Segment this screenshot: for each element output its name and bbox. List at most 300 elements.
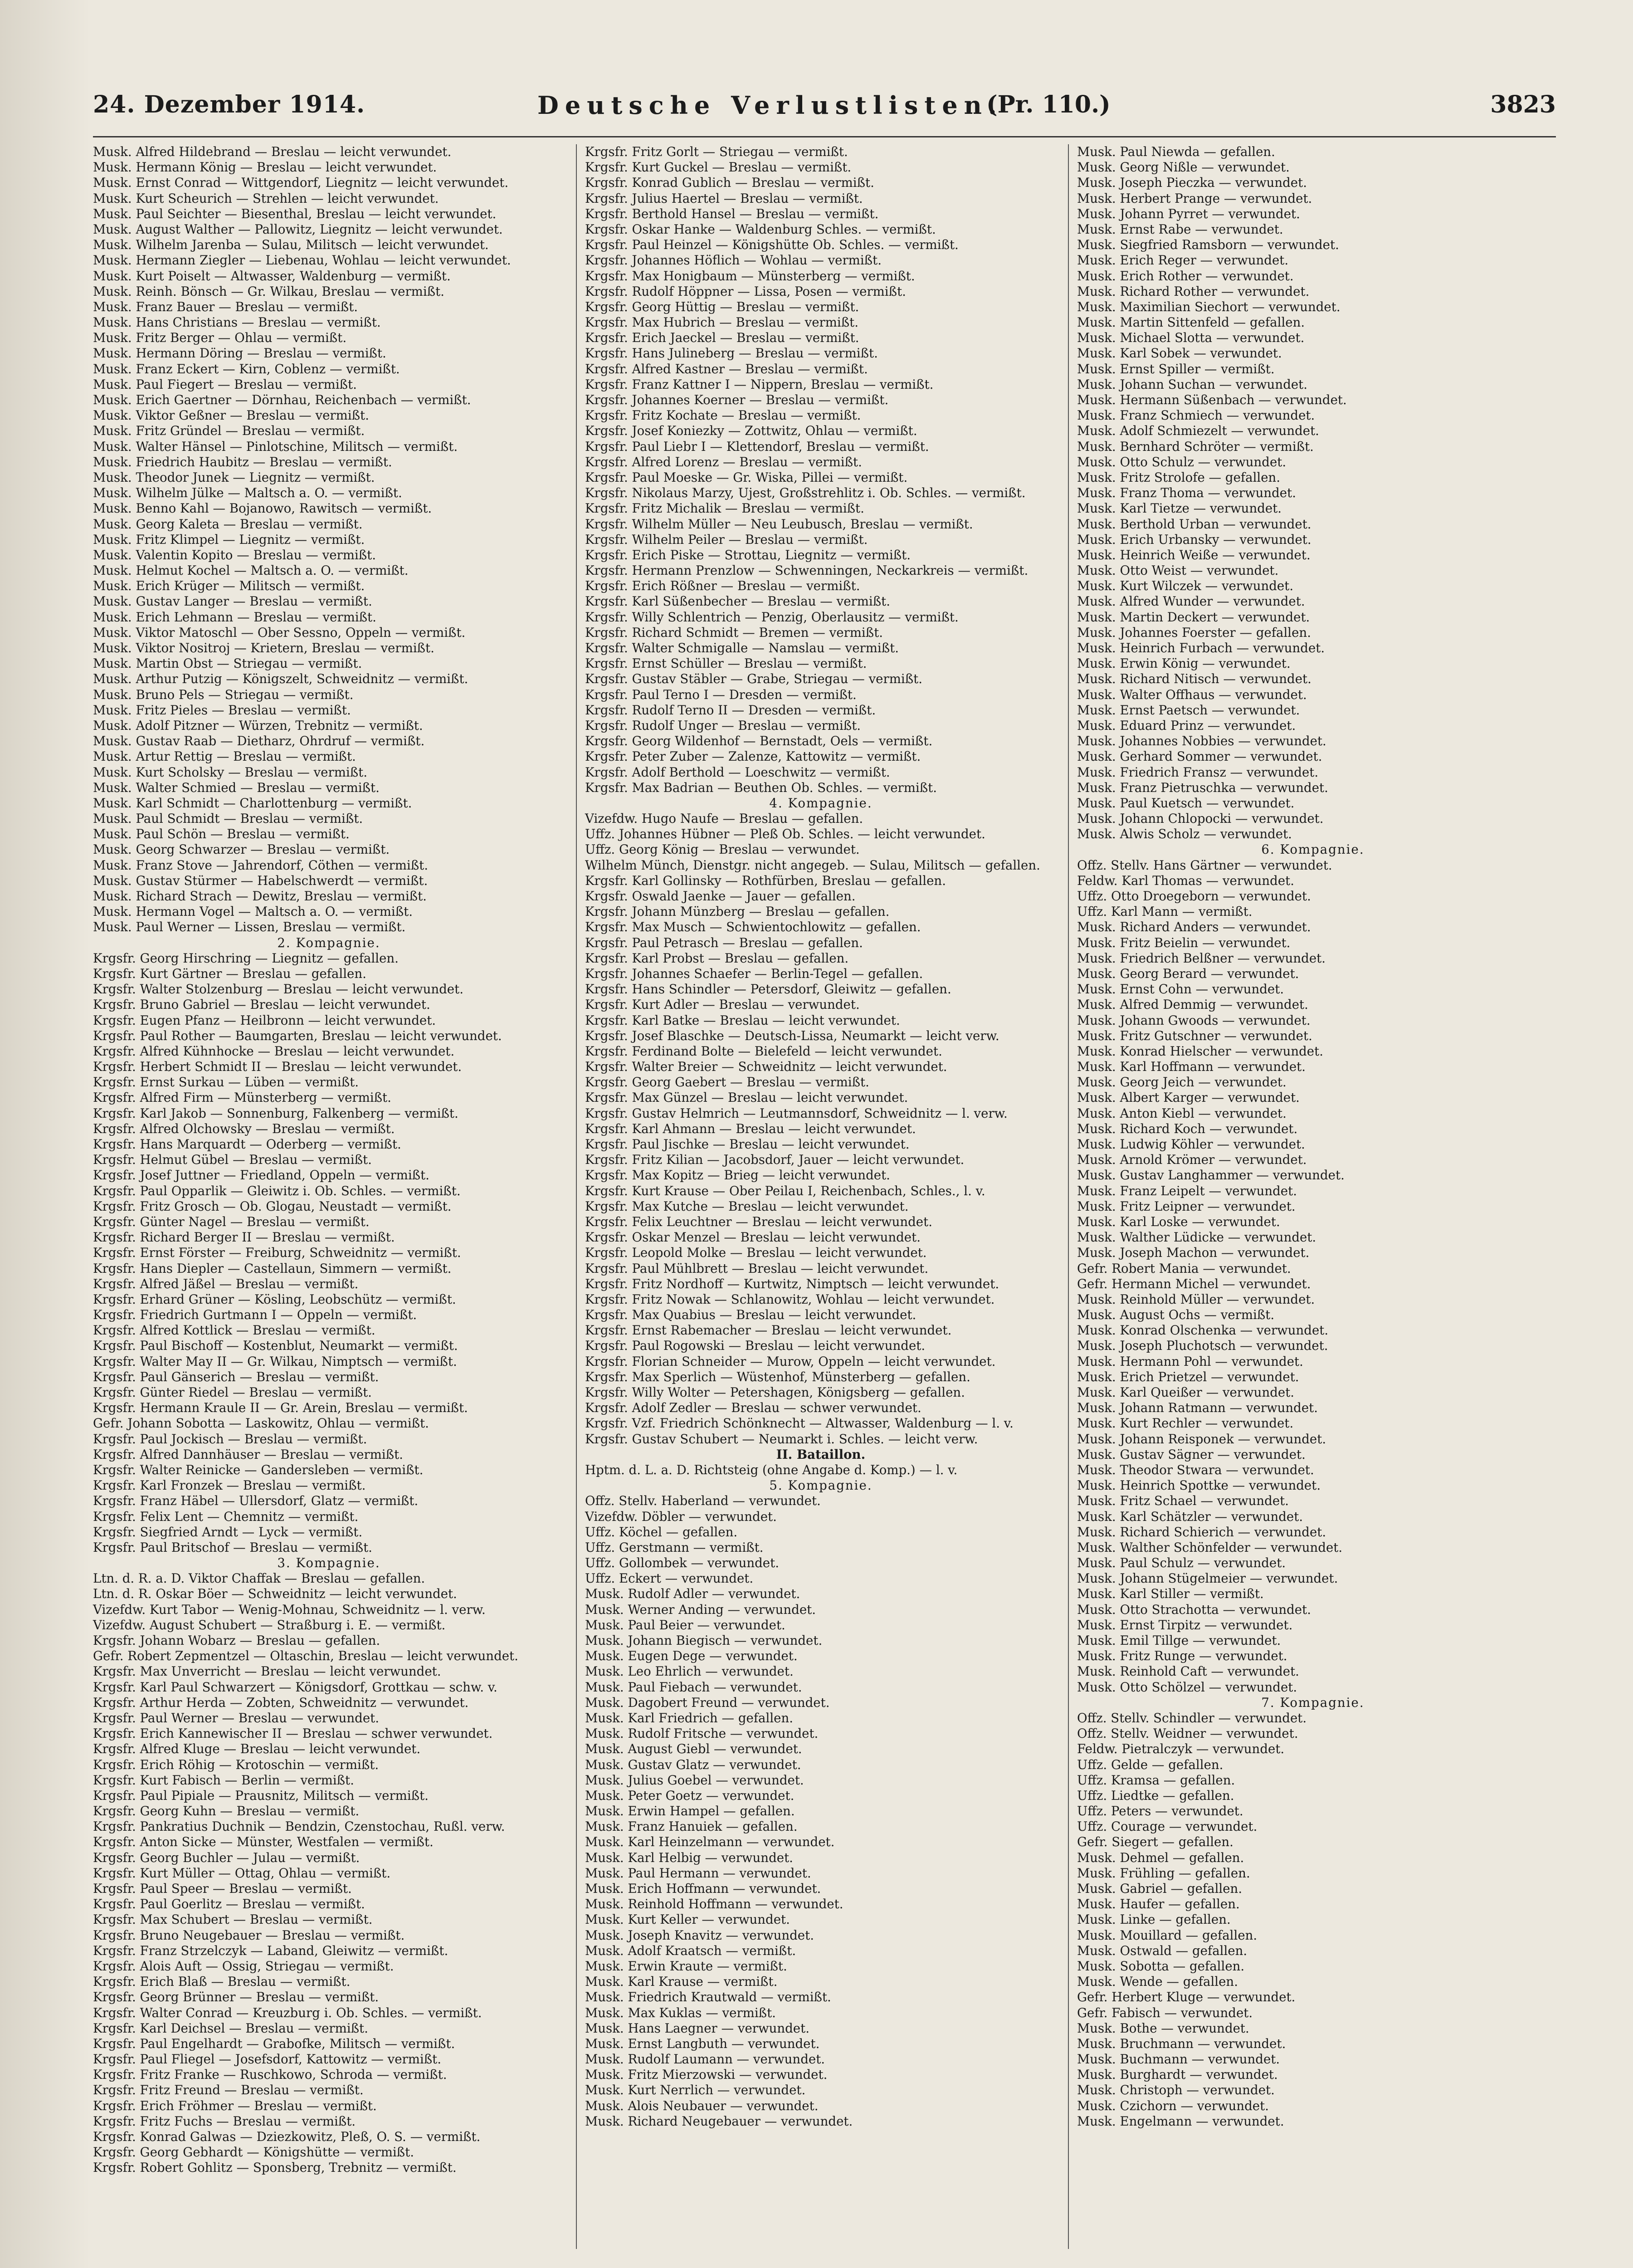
casualty-entry: Musk. Ernst Rabe — verwundet. — [1077, 221, 1283, 237]
casualty-entry: Musk. Gustav Glatz — verwundet. — [585, 1757, 801, 1772]
casualty-entry: Musk. Hermann Pohl — verwundet. — [1077, 1354, 1303, 1369]
casualty-entry: Krgsfr. Georg Brünner — Breslau — vermißt. — [93, 1989, 379, 2005]
casualty-entry: Uffz. Peters — verwundet. — [1077, 1804, 1243, 1819]
casualty-entry: Musk. Gustav Stürmer — Habelschwerdt — vermißt. — [93, 873, 428, 888]
casualty-entry: Musk. Richard Schierich — verwundet. — [1077, 1524, 1326, 1540]
casualty-entry: Krgsfr. Georg Hüttig — Breslau — vermißt. — [585, 299, 859, 314]
casualty-entry: Musk. Erich Gaertner — Dörnhau, Reichenbach — vermißt. — [93, 392, 471, 407]
casualty-entry: Krgsfr. Hans Diepler — Castellaun, Simmern — vermißt. — [93, 1261, 452, 1276]
casualty-entry: Krgsfr. Konrad Gublich — Breslau — vermißt. — [585, 175, 874, 191]
casualty-entry: Musk. Richard Anders — verwundet. — [1077, 919, 1311, 935]
casualty-entry: Gefr. Robert Zepmentzel — Oltaschin, Breslau — leicht verwundet. — [93, 1648, 518, 1664]
casualty-entry: Krgsfr. Karl Gollinsky — Rothfürben, Breslau — gefallen. — [585, 873, 946, 888]
casualty-entry: Musk. August Giebl — verwundet. — [585, 1741, 802, 1757]
casualty-entry: Krgsfr. Erich Röhig — Krotoschin — vermißt. — [93, 1757, 379, 1772]
casualty-entry: Krgsfr. Paul Rother — Baumgarten, Breslau — leicht verwundet. — [93, 1028, 502, 1043]
casualty-entry: Krgsfr. Paul Petrasch — Breslau — gefallen. — [585, 935, 863, 950]
casualty-entry: Musk. Georg Jeich — verwundet. — [1077, 1075, 1287, 1090]
casualty-entry: Musk. Konrad Olschenka — verwundet. — [1077, 1323, 1329, 1338]
casualty-entry: Musk. Artur Rettig — Breslau — vermißt. — [93, 749, 356, 764]
casualty-entry: Krgsfr. Fritz Freund — Breslau — vermißt. — [93, 2082, 364, 2098]
casualty-entry: Musk. Kurt Poiselt — Altwasser, Waldenburg — vermißt. — [93, 268, 451, 284]
casualty-entry: Krgsfr. Karl Probst — Breslau — gefallen. — [585, 950, 849, 966]
casualty-entry: Musk. Richard Rother — verwundet. — [1077, 284, 1310, 299]
casualty-entry: Musk. Wende — gefallen. — [1077, 1974, 1238, 1989]
casualty-entry: Krgsfr. Alfred Lorenz — Breslau — vermißt. — [585, 454, 862, 469]
casualty-entry: Krgsfr. Fritz Michalik — Breslau — vermißt. — [585, 501, 864, 516]
casualty-entry: Musk. Fritz Strolofe — gefallen. — [1077, 469, 1281, 485]
casualty-entry: Uffz. Johannes Hübner — Pleß Ob. Schles. — leicht verwundet. — [585, 826, 985, 842]
casualty-entry: Musk. Rudolf Adler — verwundet. — [585, 1586, 800, 1602]
casualty-entry: Offz. Stellv. Weidner — verwundet. — [1077, 1726, 1298, 1741]
casualty-entry: Krgsfr. Alfred Jäßel — Breslau — vermißt. — [93, 1276, 359, 1291]
casualty-entry: Uffz. Gelde — gefallen. — [1077, 1757, 1224, 1772]
header-rule — [93, 136, 1556, 137]
casualty-entry: Krgsfr. Ferdinand Bolte — Bielefeld — leicht verwundet. — [585, 1043, 942, 1059]
casualty-entry: Musk. Burghardt — verwundet. — [1077, 2067, 1278, 2082]
casualty-entry: Musk. Paul Seichter — Biesenthal, Breslau — leicht verwundet. — [93, 206, 497, 221]
casualty-entry: Krgsfr. Alois Auft — Ossig, Striegau — vermißt. — [93, 1958, 394, 1974]
casualty-entry: Uffz. Eckert — verwundet. — [585, 1571, 754, 1586]
casualty-entry: Musk. Franz Thoma — verwundet. — [1077, 485, 1296, 501]
casualty-entry: Krgsfr. Nikolaus Marzy, Ujest, Großstrehlitz i. Ob. Schles. — vermißt. — [585, 485, 1026, 501]
casualty-entry: Musk. Otto Schölzel — verwundet. — [1077, 1679, 1297, 1695]
casualty-entry: Offz. Stellv. Haberland — verwundet. — [585, 1493, 821, 1509]
casualty-entry: Musk. Wilhelm Jülke — Maltsch a. O. — vermißt. — [93, 485, 402, 501]
casualty-entry: Musk. Johann Suchan — verwundet. — [1077, 376, 1308, 392]
casualty-entry: Musk. Hans Christians — Breslau — vermißt. — [93, 315, 381, 330]
section-heading: 4. Kompagnie. — [769, 795, 873, 811]
casualty-entry: Krgsfr. Paul Mühlbrett — Breslau — leicht verwundet. — [585, 1261, 929, 1276]
casualty-entry: Krgsfr. Walter Conrad — Kreuzburg i. Ob. Schles. — vermißt. — [93, 2005, 482, 2020]
casualty-entry: Musk. Michael Slotta — verwundet. — [1077, 330, 1305, 346]
casualty-entry: Musk. Gustav Langer — Breslau — vermißt. — [93, 594, 372, 609]
casualty-entry: Krgsfr. Josef Koniezky — Zottwitz, Ohlau — vermißt. — [585, 423, 917, 439]
casualty-entry: Musk. Franz Eckert — Kirn, Coblenz — vermißt. — [93, 361, 400, 376]
casualty-entry: Musk. Haufer — gefallen. — [1077, 1897, 1240, 1912]
casualty-entry: Musk. Joseph Machon — verwundet. — [1077, 1245, 1310, 1261]
casualty-entry: Krgsfr. Fritz Kochate — Breslau — vermißt. — [585, 408, 861, 423]
casualty-entry: Musk. Joseph Pluchotsch — verwundet. — [1077, 1338, 1328, 1354]
casualty-entry: Krgsfr. Johannes Schaefer — Berlin-Tegel — gefallen. — [585, 966, 923, 981]
casualty-entry: Krgsfr. Erich Piske — Strottau, Liegnitz — vermißt. — [585, 547, 911, 562]
casualty-entry: Musk. Georg Schwarzer — Breslau — vermißt. — [93, 842, 390, 857]
casualty-entry: Musk. Walter Schmied — Breslau — vermißt. — [93, 780, 380, 795]
casualty-entry: Krgsfr. Max Unverricht — Breslau — leicht verwundet. — [93, 1664, 441, 1679]
casualty-entry: Musk. Gustav Raab — Dietharz, Ohrdruf — vermißt. — [93, 733, 425, 749]
casualty-entry: Uffz. Kramsa — gefallen. — [1077, 1772, 1235, 1788]
casualty-entry: Musk. August Walther — Pallowitz, Liegnitz — leicht verwundet. — [93, 221, 503, 237]
casualty-entry: Krgsfr. Johannes Koerner — Breslau — vermißt. — [585, 392, 889, 407]
casualty-entry: Musk. Karl Sobek — verwundet. — [1077, 346, 1282, 361]
casualty-entry: Musk. Ludwig Köhler — verwundet. — [1077, 1137, 1305, 1152]
casualty-entry: Vizefdw. Döbler — verwundet. — [585, 1509, 777, 1524]
casualty-entry: Musk. Werner Anding — verwundet. — [585, 1602, 816, 1617]
casualty-entry: Musk. Martin Deckert — verwundet. — [1077, 609, 1310, 625]
casualty-entry: Musk. Hermann Döring — Breslau — vermißt. — [93, 346, 386, 361]
casualty-entry: Krgsfr. Max Kutche — Breslau — leicht verwundet. — [585, 1198, 909, 1214]
header-page-number: 3823 — [1490, 91, 1556, 118]
header-title: Deutsche Verlustlisten. — [537, 91, 1003, 120]
casualty-entry: Krgsfr. Julius Haertel — Breslau — vermißt. — [585, 191, 863, 206]
casualty-entry: Musk. Friedrich Fransz — verwundet. — [1077, 764, 1319, 780]
casualty-entry: Krgsfr. Wilhelm Peiler — Breslau — vermißt. — [585, 532, 868, 547]
casualty-entry: Musk. Otto Strachotta — verwundet. — [1077, 1602, 1311, 1617]
casualty-entry: Ltn. d. R. Oskar Böer — Schweidnitz — leicht verwundet. — [93, 1586, 457, 1602]
casualty-entry: Musk. Benno Kahl — Bojanowo, Rawitsch — vermißt. — [93, 501, 432, 516]
casualty-entry: Krgsfr. Franz Strzelczyk — Laband, Gleiwitz — vermißt. — [93, 1943, 448, 1958]
casualty-entry: Musk. Helmut Kochel — Maltsch a. O. — vermißt. — [93, 563, 409, 578]
casualty-entry: Krgsfr. Karl Deichsel — Breslau — vermißt. — [93, 2020, 368, 2036]
casualty-entry: Musk. Walter Offhaus — verwundet. — [1077, 687, 1307, 702]
casualty-entry: Musk. Paul Kuetsch — verwundet. — [1077, 795, 1295, 811]
casualty-entry: Krgsfr. Walter Breier — Schweidnitz — leicht verwundet. — [585, 1059, 947, 1075]
casualty-entry: Musk. Hans Laegner — verwundet. — [585, 2020, 809, 2036]
casualty-entry: Musk. Friedrich Belßner — verwundet. — [1077, 950, 1326, 966]
casualty-entry: Krgsfr. Walter Reinicke — Gandersleben — vermißt. — [93, 1462, 424, 1477]
casualty-entry: Musk. Karl Helbig — verwundet. — [585, 1850, 793, 1865]
casualty-entry: Wilhelm Münch, Dienstgr. nicht angegeb. — Sulau, Militsch — gefallen. — [585, 857, 1040, 873]
casualty-entry: Krgsfr. Herbert Schmidt II — Breslau — leicht verwundet. — [93, 1059, 462, 1075]
casualty-entry: Krgsfr. Paul Jischke — Breslau — leicht verwundet. — [585, 1137, 910, 1152]
casualty-entry: Musk. Fritz Berger — Ohlau — vermißt. — [93, 330, 347, 346]
casualty-entry: Musk. Adolf Kraatsch — vermißt. — [585, 1943, 796, 1958]
casualty-entry: Krgsfr. Karl Paul Schwarzert — Königsdorf, Grottkau — schw. v. — [93, 1679, 497, 1695]
casualty-entry: Krgsfr. Paul Werner — Breslau — verwundet. — [93, 1710, 380, 1725]
casualty-entry: Musk. Sobotta — gefallen. — [1077, 1958, 1245, 1974]
casualty-entry: Musk. Anton Kiebl — verwundet. — [1077, 1105, 1287, 1121]
casualty-entry: Musk. Johann Chlopocki — verwundet. — [1077, 811, 1324, 826]
casualty-entry: Musk. Paul Fiegert — Breslau — vermißt. — [93, 376, 357, 392]
casualty-entry: Musk. Ostwald — gefallen. — [1077, 1943, 1248, 1958]
casualty-entry: Krgsfr. Felix Lent — Chemnitz — vermißt. — [93, 1509, 359, 1524]
casualty-entry: Musk. Arnold Krömer — verwundet. — [1077, 1152, 1307, 1168]
casualty-entry: Krgsfr. Paul Pipiale — Prausnitz, Militsch — vermißt. — [93, 1788, 429, 1803]
casualty-entry: Gefr. Robert Mania — verwundet. — [1077, 1261, 1291, 1276]
column-2 — [585, 144, 1057, 2129]
casualty-entry: Musk. Albert Karger — verwundet. — [1077, 1090, 1300, 1105]
casualty-entry: Krgsfr. Walter Stolzenburg — Breslau — leicht verwundet. — [93, 982, 463, 997]
casualty-entry: Krgsfr. Franz Kattner I — Nippern, Breslau — vermißt. — [585, 376, 934, 392]
casualty-entry: Krgsfr. Adolf Berthold — Loeschwitz — vermißt. — [585, 764, 890, 780]
casualty-entry: Krgsfr. Florian Schneider — Murow, Oppeln — leicht verwundet. — [585, 1354, 996, 1369]
casualty-entry: Krgsfr. Fritz Grosch — Ob. Glogau, Neustadt — vermißt. — [93, 1198, 452, 1214]
section-heading: 7. Kompagnie. — [1261, 1695, 1365, 1710]
casualty-entry: Krgsfr. Max Kopitz — Brieg — leicht verwundet. — [585, 1168, 890, 1183]
casualty-entry: Krgsfr. Bruno Gabriel — Breslau — leicht verwundet. — [93, 997, 430, 1012]
casualty-entry: Musk. Kurt Rechler — verwundet. — [1077, 1416, 1294, 1431]
casualty-entry: Krgsfr. Georg Gebhardt — Königshütte — vermißt. — [93, 2145, 414, 2160]
casualty-entry: Musk. Frühling — gefallen. — [1077, 1865, 1250, 1881]
casualty-entry: Krgsfr. Karl Jakob — Sonnenburg, Falkenberg — vermißt. — [93, 1105, 458, 1121]
casualty-entry: Krgsfr. Rudolf Unger — Breslau — vermißt. — [585, 718, 861, 733]
casualty-entry: Musk. Ernst Tirpitz — verwundet. — [1077, 1617, 1293, 1633]
casualty-entry: Krgsfr. Kurt Guckel — Breslau — vermißt. — [585, 160, 852, 175]
casualty-entry: Krgsfr. Fritz Kilian — Jacobsdorf, Jauer — leicht verwundet. — [585, 1152, 965, 1168]
casualty-entry: Musk. Emil Tillge — verwundet. — [1077, 1633, 1281, 1648]
casualty-entry: Musk. Erich Urbansky — verwundet. — [1077, 532, 1311, 547]
casualty-entry: Gefr. Fabisch — verwundet. — [1077, 2005, 1253, 2020]
casualty-entry: Krgsfr. Johann Münzberg — Breslau — gefallen. — [585, 904, 890, 919]
casualty-entry: Musk. Erich Prietzel — verwundet. — [1077, 1369, 1299, 1384]
casualty-entry: Krgsfr. Paul Bischoff — Kostenblut, Neumarkt — vermißt. — [93, 1338, 458, 1354]
casualty-entry: Musk. Fritz Gründel — Breslau — vermißt. — [93, 423, 365, 439]
casualty-entry: Musk. Richard Nitisch — verwundet. — [1077, 671, 1311, 687]
casualty-entry: Krgsfr. Oskar Menzel — Breslau — leicht verwundet. — [585, 1230, 921, 1245]
casualty-entry: Musk. Fritz Beielin — verwundet. — [1077, 935, 1291, 950]
casualty-entry: Krgsfr. Arthur Herda — Zobten, Schweidnitz — verwundet. — [93, 1695, 469, 1710]
casualty-entry: Krgsfr. Friedrich Gurtmann I — Oppeln — vermißt. — [93, 1307, 417, 1323]
casualty-entry: Musk. Rudolf Laumann — verwundet. — [585, 2052, 825, 2067]
casualty-entry: Krgsfr. Karl Fronzek — Breslau — vermißt. — [93, 1478, 366, 1493]
casualty-entry: Musk. Gustav Sägner — verwundet. — [1077, 1447, 1306, 1462]
casualty-entry: Krgsfr. Paul Speer — Breslau — vermißt. — [93, 1881, 352, 1896]
casualty-entry: Vizefdw. Kurt Tabor — Wenig-Mohnau, Schweidnitz — l. verw. — [93, 1602, 486, 1617]
casualty-entry: Vizefdw. August Schubert — Straßburg i. E. — vermißt. — [93, 1617, 446, 1633]
casualty-entry: Musk. Kurt Scheurich — Strehlen — leicht verwundet. — [93, 191, 439, 206]
casualty-entry: Musk. Johann Ratmann — verwundet. — [1077, 1400, 1318, 1416]
casualty-entry: Musk. Max Kuklas — vermißt. — [585, 2005, 776, 2020]
casualty-entry: Musk. Erich Hoffmann — verwundet. — [585, 1881, 821, 1896]
casualty-entry: Krgsfr. Georg Wildenhof — Bernstadt, Oels — vermißt. — [585, 733, 933, 749]
casualty-entry: Musk. Richard Neugebauer — verwundet. — [585, 2113, 853, 2129]
casualty-entry: Krgsfr. Richard Berger II — Breslau — vermißt. — [93, 1230, 395, 1245]
casualty-entry: Musk. Georg Berard — verwundet. — [1077, 966, 1299, 981]
casualty-entry: Krgsfr. Erich Blaß — Breslau — vermißt. — [93, 1974, 351, 1989]
casualty-entry: Musk. Kurt Wilczek — verwundet. — [1077, 578, 1294, 594]
casualty-entry: Krgsfr. Johannes Höflich — Wohlau — vermißt. — [585, 253, 882, 268]
casualty-entry: Krgsfr. Willy Wolter — Petershagen, Königsberg — gefallen. — [585, 1385, 965, 1400]
section-heading: II. Bataillon. — [776, 1447, 866, 1462]
casualty-entry: Krgsfr. Max Honigbaum — Münsterberg — vermißt. — [585, 268, 915, 284]
casualty-entry: Krgsfr. Hans Marquardt — Oderberg — vermißt. — [93, 1137, 401, 1152]
casualty-entry: Musk. Heinrich Furbach — verwundet. — [1077, 640, 1325, 655]
casualty-entry: Musk. Berthold Urban — verwundet. — [1077, 516, 1311, 532]
casualty-entry: Musk. August Ochs — vermißt. — [1077, 1307, 1275, 1323]
casualty-entry: Uffz. Otto Droegeborn — verwundet. — [1077, 889, 1311, 904]
casualty-entry: Musk. Franz Bauer — Breslau — vermißt. — [93, 299, 358, 314]
casualty-entry: Musk. Georg Nißle — verwundet. — [1077, 160, 1290, 175]
casualty-entry: Musk. Paul Niewda — gefallen. — [1077, 144, 1275, 159]
page-header — [93, 91, 1556, 127]
casualty-entry: Krgsfr. Walter Schmigalle — Namslau — vermißt. — [585, 640, 899, 655]
casualty-entry: Musk. Erich Lehmann — Breslau — vermißt. — [93, 609, 376, 625]
casualty-entry: Krgsfr. Alfred Kühnhocke — Breslau — leicht verwundet. — [93, 1043, 455, 1059]
casualty-entry: Krgsfr. Paul Gänserich — Breslau — vermißt. — [93, 1369, 379, 1384]
casualty-entry: Krgsfr. Alfred Kluge — Breslau — leicht verwundet. — [93, 1741, 421, 1757]
casualty-entry: Musk. Martin Sittenfeld — gefallen. — [1077, 315, 1305, 330]
casualty-entry: Uffz. Karl Mann — vermißt. — [1077, 904, 1253, 919]
casualty-entry: Musk. Kurt Nerrlich — verwundet. — [585, 2082, 806, 2098]
casualty-entry: Musk. Christoph — verwundet. — [1077, 2082, 1275, 2098]
casualty-entry: Musk. Dagobert Freund — verwundet. — [585, 1695, 830, 1710]
casualty-entry: Gefr. Herbert Kluge — verwundet. — [1077, 1989, 1296, 2005]
casualty-entry: Musk. Buchmann — verwundet. — [1077, 2052, 1280, 2067]
casualty-entry: Musk. Dehmel — gefallen. — [1077, 1850, 1244, 1865]
casualty-entry: Uffz. Gerstmann — vermißt. — [585, 1540, 764, 1555]
casualty-entry: Musk. Leo Ehrlich — verwundet. — [585, 1664, 794, 1679]
casualty-entry: Krgsfr. Oskar Hanke — Waldenburg Schles. — vermißt. — [585, 221, 936, 237]
casualty-entry: Krgsfr. Anton Sicke — Münster, Westfalen — vermißt. — [93, 1834, 434, 1850]
casualty-entry: Musk. Paul Fiebach — verwundet. — [585, 1679, 802, 1695]
casualty-entry: Musk. Fritz Schael — verwundet. — [1077, 1493, 1289, 1509]
casualty-entry: Musk. Ernst Spiller — vermißt. — [1077, 361, 1275, 376]
casualty-entry: Musk. Richard Koch — verwundet. — [1077, 1121, 1298, 1136]
casualty-entry: Krgsfr. Max Sperlich — Wüstenhof, Münsterberg — gefallen. — [585, 1369, 970, 1384]
casualty-entry: Uffz. Courage — verwundet. — [1077, 1819, 1258, 1834]
casualty-entry: Musk. Viktor Matoschl — Ober Sessno, Oppeln — vermißt. — [93, 625, 466, 640]
casualty-entry: Krgsfr. Erich Jaeckel — Breslau — vermißt. — [585, 330, 859, 346]
casualty-entry: Krgsfr. Alfred Olchowsky — Breslau — vermißt. — [93, 1121, 395, 1136]
casualty-entry: Krgsfr. Karl Ahmann — Breslau — leicht verwundet. — [585, 1121, 916, 1136]
casualty-entry: Musk. Johann Stügelmeier — verwundet. — [1077, 1571, 1338, 1586]
casualty-entry: Krgsfr. Erich Kannewischer II — Breslau — schwer verwundet. — [93, 1726, 493, 1741]
casualty-entry: Krgsfr. Johann Wobarz — Breslau — gefallen. — [93, 1633, 380, 1648]
casualty-entry: Musk. Gustav Langhammer — verwundet. — [1077, 1168, 1345, 1183]
casualty-entry: Uffz. Gollombek — verwundet. — [585, 1555, 779, 1571]
casualty-entry: Musk. Fritz Runge — verwundet. — [1077, 1648, 1287, 1664]
casualty-entry: Musk. Johann Reisponek — verwundet. — [1077, 1431, 1326, 1447]
casualty-entry: Musk. Hermann Süßenbach — verwundet. — [1077, 392, 1347, 407]
casualty-entry: Musk. Theodor Junek — Liegnitz — vermißt. — [93, 469, 375, 485]
casualty-entry: Krgsfr. Georg Kuhn — Breslau — vermißt. — [93, 1804, 360, 1819]
casualty-entry: Krgsfr. Willy Schlentrich — Penzig, Oberlausitz — vermißt. — [585, 609, 959, 625]
casualty-entry: Musk. Karl Heinzelmann — verwundet. — [585, 1834, 835, 1850]
casualty-entry: Musk. Adolf Pitzner — Würzen, Trebnitz — vermißt. — [93, 718, 423, 733]
casualty-entry: Krgsfr. Georg Hirschring — Liegnitz — gefallen. — [93, 950, 399, 966]
section-heading: 2. Kompagnie. — [277, 935, 380, 950]
casualty-entry: Uffz. Liedtke — gefallen. — [1077, 1788, 1234, 1803]
casualty-entry: Musk. Theodor Stwara — verwundet. — [1077, 1462, 1314, 1477]
casualty-entry: Musk. Fritz Gutschner — verwundet. — [1077, 1028, 1312, 1043]
casualty-entry: Krgsfr. Kurt Müller — Ottag, Ohlau — vermißt. — [93, 1865, 391, 1881]
casualty-entry: Musk. Konrad Hielscher — verwundet. — [1077, 1043, 1323, 1059]
casualty-entry: Musk. Adolf Schmiezelt — verwundet. — [1077, 423, 1319, 439]
casualty-entry: Krgsfr. Paul Moeske — Gr. Wiska, Pillei — vermißt. — [585, 469, 908, 485]
casualty-entry: Musk. Bruchmann — verwundet. — [1077, 2036, 1286, 2051]
casualty-entry: Musk. Alfred Demmig — verwundet. — [1077, 997, 1308, 1012]
casualty-entry: Musk. Walther Schönfelder — verwundet. — [1077, 1540, 1343, 1555]
casualty-entry: Musk. Friedrich Haubitz — Breslau — vermißt. — [93, 454, 392, 469]
casualty-entry: Musk. Reinh. Bönsch — Gr. Wilkau, Breslau — vermißt. — [93, 284, 444, 299]
casualty-entry: Krgsfr. Kurt Adler — Breslau — verwundet. — [585, 997, 860, 1012]
casualty-entry: Krgsfr. Bruno Neugebauer — Breslau — vermißt. — [93, 1927, 405, 1943]
casualty-entry: Musk. Paul Hermann — verwundet. — [585, 1865, 811, 1881]
casualty-entry: Krgsfr. Felix Leuchtner — Breslau — leicht verwundet. — [585, 1214, 932, 1229]
casualty-entry: Musk. Fritz Mierzowski — verwundet. — [585, 2067, 828, 2082]
casualty-entry: Musk. Paul Schmidt — Breslau — vermißt. — [93, 811, 363, 826]
casualty-entry: Krgsfr. Hermann Prenzlow — Schwenningen, Neckarkreis — vermißt. — [585, 563, 1029, 578]
casualty-entry: Krgsfr. Josef Blaschke — Deutsch-Lissa, Neumarkt — leicht verw. — [585, 1028, 999, 1043]
casualty-entry: Musk. Siegfried Ramsborn — verwundet. — [1077, 237, 1339, 253]
casualty-entry: Gefr. Johann Sobotta — Laskowitz, Ohlau — vermißt. — [93, 1416, 429, 1431]
casualty-entry: Musk. Alfred Wunder — verwundet. — [1077, 594, 1305, 609]
casualty-entry: Musk. Kurt Scholsky — Breslau — vermißt. — [93, 764, 367, 780]
casualty-entry: Krgsfr. Gustav Helmrich — Leutmannsdorf, Schweidnitz — l. verw. — [585, 1105, 1008, 1121]
casualty-entry: Krgsfr. Paul Terno I — Dresden — vermißt. — [585, 687, 857, 702]
casualty-entry: Krgsfr. Rudolf Höppner — Lissa, Posen — vermißt. — [585, 284, 906, 299]
casualty-entry: Musk. Engelmann — verwundet. — [1077, 2113, 1284, 2129]
casualty-entry: Musk. Fritz Klimpel — Liegnitz — vermißt. — [93, 532, 365, 547]
casualty-entry: Musk. Karl Schätzler — verwundet. — [1077, 1509, 1303, 1524]
casualty-entry: Gefr. Siegert — gefallen. — [1077, 1834, 1233, 1850]
casualty-entry: Krgsfr. Peter Zuber — Zalenze, Kattowitz — vermißt. — [585, 749, 921, 764]
casualty-entry: Krgsfr. Erich Rößner — Breslau — vermißt. — [585, 578, 860, 594]
casualty-entry: Musk. Hermann Ziegler — Liebenau, Wohlau — leicht verwundet. — [93, 253, 511, 268]
casualty-entry: Musk. Wilhelm Jarenba — Sulau, Militsch — leicht verwundet. — [93, 237, 489, 253]
casualty-entry: Krgsfr. Adolf Zedler — Breslau — schwer verwundet. — [585, 1400, 921, 1416]
casualty-entry: Musk. Friedrich Krautwald — vermißt. — [585, 1989, 831, 2005]
casualty-entry: Musk. Heinrich Spottke — verwundet. — [1077, 1478, 1321, 1493]
casualty-entry: Musk. Arthur Putzig — Königszelt, Schweidnitz — vermißt. — [93, 671, 468, 687]
casualty-entry: Musk. Fritz Leipner — verwundet. — [1077, 1198, 1296, 1214]
casualty-entry: Krgsfr. Oswald Jaenke — Jauer — gefallen. — [585, 889, 856, 904]
casualty-entry: Krgsfr. Hermann Kraule II — Gr. Arein, Breslau — vermißt. — [93, 1400, 468, 1416]
casualty-entry: Musk. Alfred Hildebrand — Breslau — leicht verwundet. — [93, 144, 452, 159]
casualty-entry: Musk. Czichorn — verwundet. — [1077, 2098, 1269, 2113]
casualty-entry: Musk. Karl Queißer — verwundet. — [1077, 1385, 1295, 1400]
casualty-entry: Krgsfr. Paul Heinzel — Königshütte Ob. Schles. — vermißt. — [585, 237, 959, 253]
casualty-entry: Krgsfr. Max Quabius — Breslau — leicht verwundet. — [585, 1307, 916, 1323]
casualty-entry: Krgsfr. Kurt Fabisch — Berlin — vermißt. — [93, 1772, 354, 1788]
casualty-entry: Krgsfr. Max Schubert — Breslau — vermißt. — [93, 1912, 373, 1927]
casualty-entry: Krgsfr. Max Badrian — Beuthen Ob. Schles. — vermißt. — [585, 780, 937, 795]
casualty-entry: Krgsfr. Paul Liebr I — Klettendorf, Breslau — vermißt. — [585, 439, 929, 454]
casualty-entry: Krgsfr. Kurt Gärtner — Breslau — gefallen. — [93, 966, 366, 981]
casualty-entry: Musk. Linke — gefallen. — [1077, 1912, 1231, 1927]
casualty-entry: Musk. Franz Schmiech — verwundet. — [1077, 408, 1315, 423]
page-edge-shadow — [0, 0, 91, 2268]
casualty-entry: Musk. Otto Weist — verwundet. — [1077, 563, 1279, 578]
casualty-entry: Musk. Hermann König — Breslau — leicht verwundet. — [93, 160, 437, 175]
casualty-entry: Musk. Kurt Keller — verwundet. — [585, 1912, 790, 1927]
casualty-entry: Musk. Gabriel — gefallen. — [1077, 1881, 1243, 1896]
casualty-entry: Krgsfr. Kurt Krause — Ober Peilau I, Reichenbach, Schles., l. v. — [585, 1183, 985, 1198]
casualty-entry: Musk. Alwis Scholz — verwundet. — [1077, 826, 1292, 842]
casualty-entry: Musk. Johannes Foerster — gefallen. — [1077, 625, 1311, 640]
casualty-entry: Krgsfr. Hans Julineberg — Breslau — vermißt. — [585, 346, 878, 361]
casualty-entry: Offz. Stellv. Hans Gärtner — verwundet. — [1077, 857, 1332, 873]
casualty-entry: Krgsfr. Karl Süßenbecher — Breslau — vermißt. — [585, 594, 891, 609]
casualty-entry: Uffz. Georg König — Breslau — verwundet. — [585, 842, 860, 857]
casualty-entry: Musk. Mouillard — gefallen. — [1077, 1927, 1258, 1943]
casualty-entry: Krgsfr. Franz Häbel — Ullersdorf, Glatz — vermißt. — [93, 1493, 419, 1509]
casualty-entry: Krgsfr. Paul Rogowski — Breslau — leicht verwundet. — [585, 1338, 926, 1354]
casualty-entry: Musk. Georg Kaleta — Breslau — vermißt. — [93, 516, 363, 532]
casualty-entry: Musk. Johannes Nobbies — verwundet. — [1077, 733, 1326, 749]
casualty-entry: Krgsfr. Eugen Pfanz — Heilbronn — leicht verwundet. — [93, 1012, 436, 1028]
casualty-entry: Krgsfr. Paul Goerlitz — Breslau — vermißt. — [93, 1897, 365, 1912]
casualty-entry: Musk. Paul Werner — Lissen, Breslau — vermißt. — [93, 919, 406, 935]
section-heading: 6. Kompagnie. — [1261, 842, 1365, 857]
casualty-entry: Ltn. d. R. a. D. Viktor Chaffak — Breslau — gefallen. — [93, 1571, 425, 1586]
casualty-entry: Krgsfr. Leopold Molke — Breslau — leicht verwundet. — [585, 1245, 927, 1261]
casualty-entry: Krgsfr. Erich Fröhmer — Breslau — vermißt. — [93, 2098, 377, 2113]
casualty-entry: Krgsfr. Fritz Franke — Ruschkowo, Schroda — vermißt. — [93, 2067, 447, 2082]
casualty-entry: Krgsfr. Konrad Galwas — Dziezkowitz, Pleß, O. S. — vermißt. — [93, 2129, 481, 2144]
casualty-entry: Krgsfr. Fritz Nowak — Schlanowitz, Wohlau — leicht verwundet. — [585, 1291, 995, 1307]
casualty-entry: Musk. Heinrich Weiße — verwundet. — [1077, 547, 1311, 562]
casualty-entry: Musk. Bothe — verwundet. — [1077, 2020, 1249, 2036]
casualty-entry: Musk. Karl Tietze — verwundet. — [1077, 501, 1282, 516]
casualty-entry: Krgsfr. Paul Engelhardt — Grabofke, Militsch — vermißt. — [93, 2036, 455, 2051]
casualty-entry: Krgsfr. Walter May II — Gr. Wilkau, Nimptsch — vermißt. — [93, 1354, 457, 1369]
column-divider — [1068, 144, 1069, 2249]
casualty-entry: Musk. Bruno Pels — Striegau — vermißt. — [93, 687, 354, 702]
casualty-entry: Musk. Valentin Kopito — Breslau — vermißt. — [93, 547, 376, 562]
casualty-entry: Krgsfr. Ernst Surkau — Lüben — vermißt. — [93, 1075, 359, 1090]
casualty-entry: Musk. Karl Friedrich — gefallen. — [585, 1710, 794, 1725]
